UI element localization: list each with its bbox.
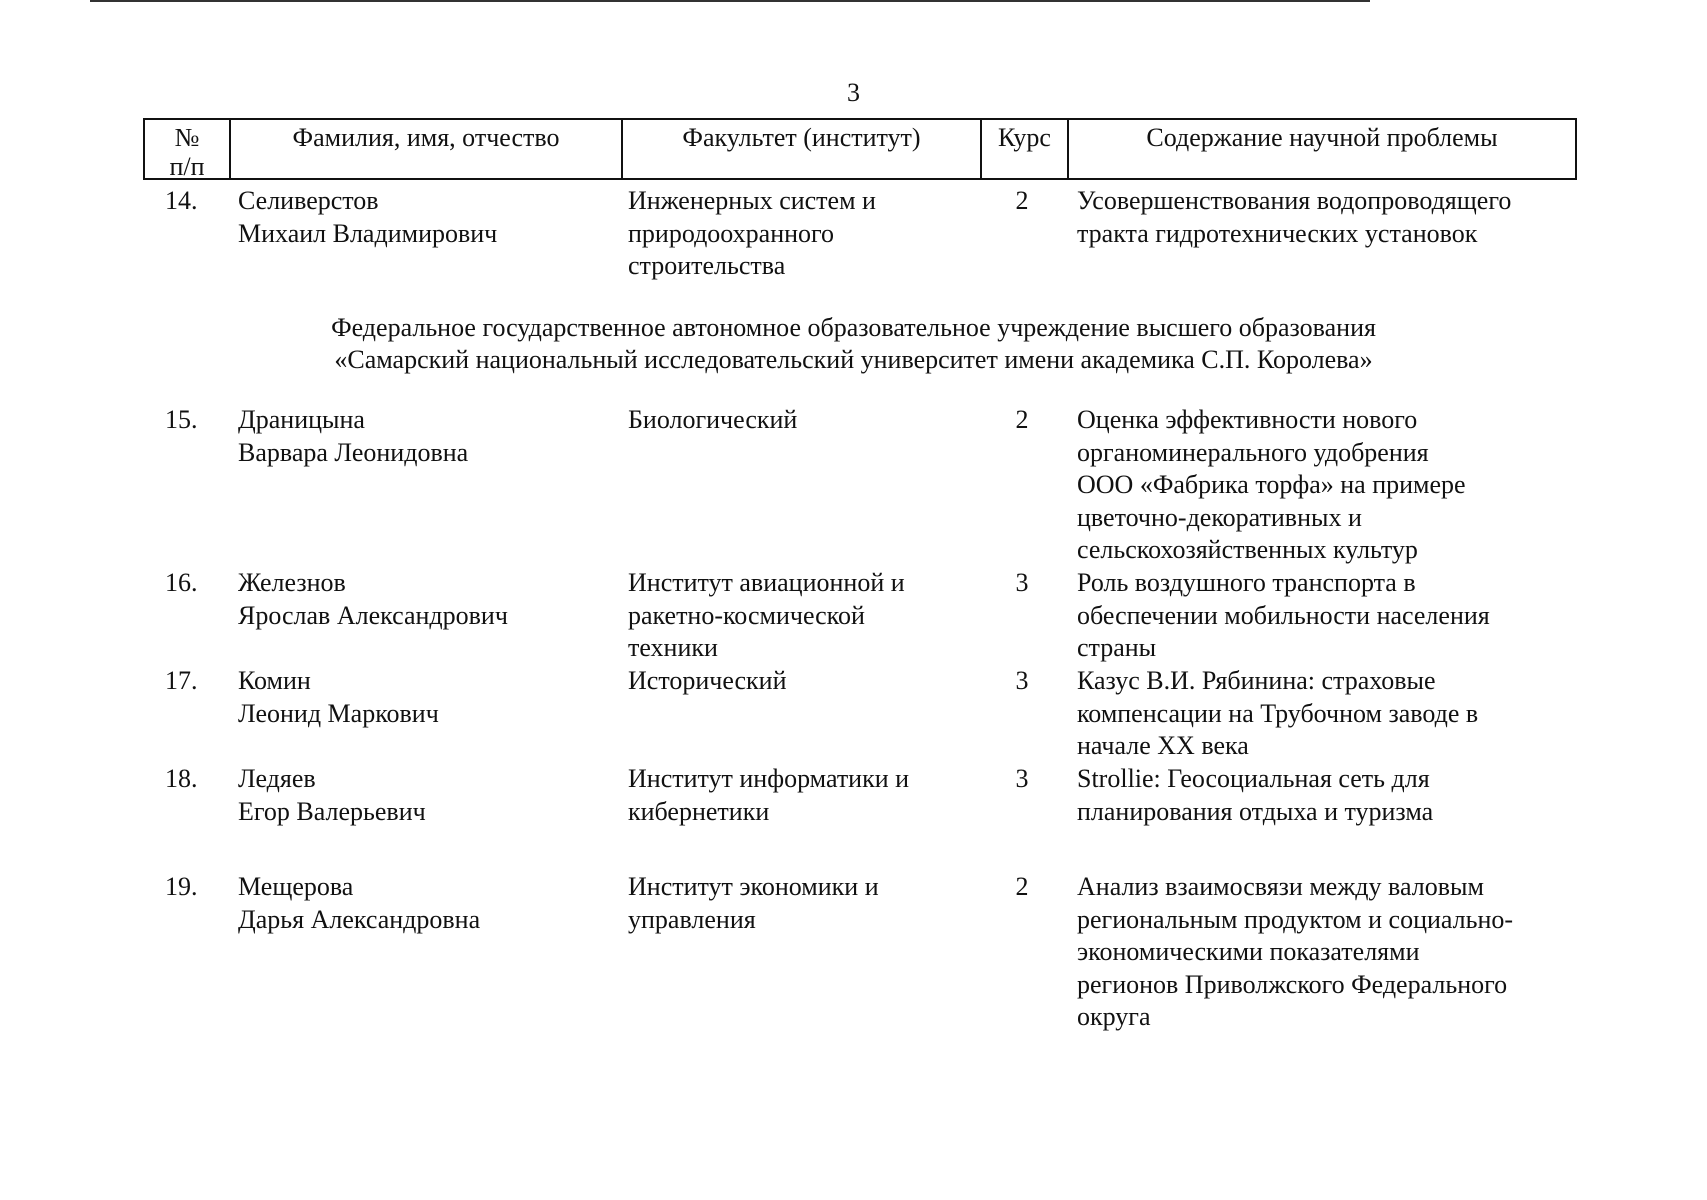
- row-topic: [1077, 665, 1587, 763]
- row-full-name-line: Варвара Леонидовна: [238, 437, 469, 467]
- row-full-name-line: Железнов: [238, 568, 346, 597]
- row-faculty-line: кибернетики: [628, 796, 770, 826]
- row-topic-line: Анализ взаимосвязи между валовым: [1077, 872, 1484, 901]
- header-faculty: Факультет (институт): [623, 120, 982, 178]
- row-full-name-line: Комин: [238, 666, 311, 695]
- row-topic-line: Казус В.И. Рябинина: страховые: [1077, 666, 1436, 695]
- row-full-name-line: Дарья Александровна: [238, 904, 481, 934]
- row-topic-line: планирования отдыха и туризма: [1077, 796, 1434, 826]
- row-full-name-line: Леонид Маркович: [238, 698, 439, 728]
- row-topic: [1077, 567, 1587, 665]
- row-full-name-line: Мещерова: [238, 872, 354, 901]
- row-topic-line: сельскохозяйственных культур: [1077, 535, 1418, 564]
- row-full-name-line: Михаил Владимирович: [238, 218, 498, 248]
- row-full-name-line: Драницына: [238, 405, 365, 434]
- institution-line-1: Федеральное государственное автономное образовательное учреждение высшего образования: [331, 313, 1376, 342]
- row-topic-line: компенсации на Трубочном заводе в: [1077, 698, 1479, 728]
- page-number: 3: [847, 78, 860, 107]
- row-topic-line: Strollie: Геосоциальная сеть для: [1077, 764, 1430, 793]
- row-faculty-line: Биологический: [628, 405, 798, 434]
- row-faculty-line: строительства: [628, 251, 786, 280]
- row-topic: [1077, 404, 1587, 567]
- row-faculty-line: природоохранного: [628, 218, 835, 248]
- row-number: 14.: [165, 186, 198, 215]
- row-number: 15.: [165, 405, 198, 434]
- header-course: Курс: [982, 120, 1069, 178]
- row-topic-line: тракта гидротехнических установок: [1077, 218, 1478, 248]
- row-faculty-line: Институт авиационной и: [628, 568, 905, 597]
- row-topic: [1077, 871, 1587, 1034]
- row-topic-line: округа: [1077, 1002, 1151, 1031]
- row-topic: [1077, 185, 1587, 250]
- row-faculty-line: ракетно-космической: [628, 600, 865, 630]
- row-full-name: [238, 185, 618, 250]
- row-topic-line: регионов Приволжского Федерального: [1077, 969, 1508, 999]
- row-course: 2: [1015, 872, 1029, 901]
- row-full-name-line: Ярослав Александрович: [238, 600, 508, 630]
- header-name: Фамилия, имя, отчество: [231, 120, 623, 178]
- institution-line-2: «Самарский национальный исследовательский университет имени академика С.П. Королева»: [334, 345, 1373, 374]
- row-faculty-line: Институт информатики и: [628, 764, 910, 793]
- row-faculty: [628, 185, 998, 283]
- row-topic-line: цветочно-декоративных и: [1077, 502, 1362, 532]
- row-course: 2: [1015, 405, 1029, 434]
- row-full-name: [238, 763, 618, 828]
- row-full-name-line: Селиверстов: [238, 186, 379, 215]
- row-faculty: [628, 871, 998, 936]
- row-topic-line: региональным продуктом и социально-: [1077, 904, 1514, 934]
- row-full-name: [238, 404, 618, 469]
- row-course: 3: [1015, 666, 1029, 695]
- header-num: [145, 120, 231, 181]
- row-topic-line: Роль воздушного транспорта в: [1077, 568, 1416, 597]
- row-full-name: [238, 665, 618, 730]
- row-number: 18.: [165, 764, 198, 793]
- row-course: 2: [1015, 186, 1029, 215]
- row-topic: [1077, 763, 1587, 828]
- row-topic-line: начале XX века: [1077, 731, 1249, 760]
- row-full-name: [238, 567, 618, 632]
- row-faculty-line: Институт экономики и: [628, 872, 879, 901]
- header-topic: Содержание научной проблемы: [1146, 123, 1498, 152]
- row-faculty: [628, 404, 998, 437]
- row-topic-line: органоминерального удобрения: [1077, 437, 1429, 467]
- row-topic-line: ООО «Фабрика торфа» на примере: [1077, 470, 1466, 499]
- row-faculty: [628, 665, 998, 698]
- row-faculty-line: техники: [628, 633, 718, 662]
- row-number: 19.: [165, 872, 198, 901]
- row-faculty-line: Инженерных систем и: [628, 186, 876, 215]
- row-number: 17.: [165, 666, 198, 695]
- table-header: [143, 118, 1577, 180]
- institution-heading: [0, 312, 1707, 376]
- header-num-label: № п/п: [169, 123, 205, 181]
- row-number: 16.: [165, 568, 198, 597]
- row-full-name: [238, 871, 618, 936]
- row-course: 3: [1015, 764, 1029, 793]
- row-course: 3: [1015, 568, 1029, 597]
- row-topic-line: Усовершенствования водопроводящего: [1077, 186, 1512, 215]
- row-topic-line: Оценка эффективности нового: [1077, 405, 1418, 434]
- row-full-name-line: Егор Валерьевич: [238, 796, 426, 826]
- row-faculty-line: управления: [628, 904, 756, 934]
- row-topic-line: экономическими показателями: [1077, 937, 1420, 966]
- row-faculty: [628, 763, 998, 828]
- row-faculty-line: Исторический: [628, 666, 787, 695]
- row-faculty: [628, 567, 998, 665]
- row-topic-line: обеспечении мобильности населения: [1077, 600, 1490, 630]
- row-topic-line: страны: [1077, 633, 1157, 662]
- top-edge-rule: [90, 0, 1370, 2]
- row-full-name-line: Ледяев: [238, 764, 316, 793]
